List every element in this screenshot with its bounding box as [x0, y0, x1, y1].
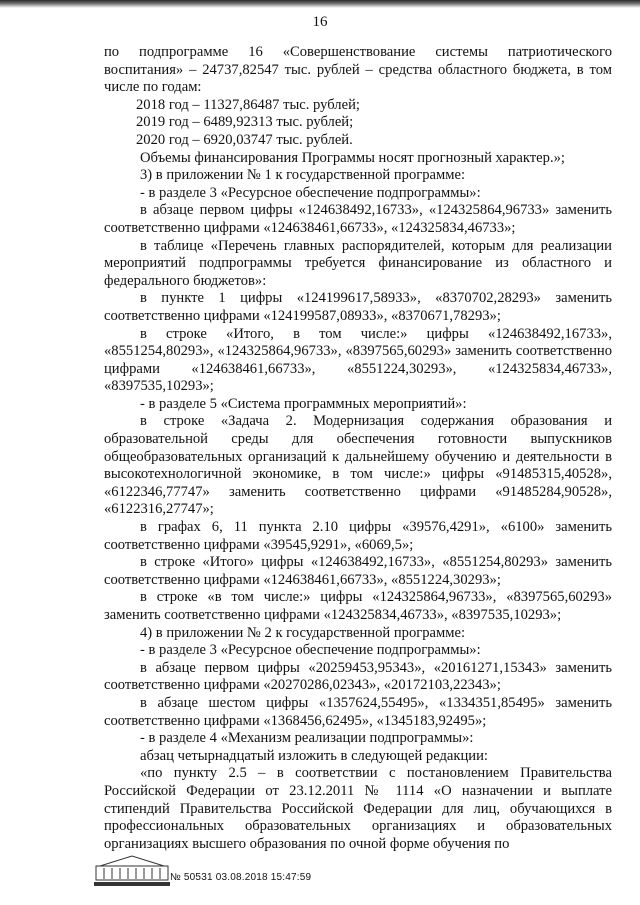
document-registration-info: № 50531 03.08.2018 15:47:59: [170, 872, 312, 883]
paragraph: в абзаце первом цифры «124638492,16733», «124325864,96733» заменить соответственно цифрами «124638461,66733», «124325834,46733»;: [104, 202, 612, 236]
paragraph: - в разделе 3 «Ресурсное обеспечение подпрограммы»:: [140, 642, 481, 659]
paragraph: 2020 год – 6920,03747 тыс. рублей.: [136, 131, 353, 148]
paragraph: - в разделе 4 «Механизм реализации подпрограммы»:: [140, 730, 474, 747]
document-body: [104, 44, 612, 853]
paragraph: в таблице «Перечень главных распорядителей, которым для реализации мероприятий подпрограммы требуется финансирование из областного и федерального бюджетов»:: [104, 237, 612, 289]
scan-top-edge: [0, 0, 640, 8]
paragraph: 3) в приложении № 1 к государственной программе:: [140, 167, 466, 184]
printing-house-stamp-icon: [92, 852, 172, 888]
paragraph: в пункте 1 цифры «124199617,58933», «8370702,28293» заменить соответственно цифрами «124199587,08933», «8370671,78293»;: [104, 290, 612, 324]
paragraph: 2018 год – 11327,86487 тыс. рублей;: [136, 96, 360, 113]
footer: [92, 852, 512, 892]
paragraph: «по пункту 2.5 – в соответствии с постановлением Правительства Российской Федерации от 23.12.2011 № 1114 «О назначении и выплате стипендий Правительства Российской Федерации для лиц, обучающихся в профессиональных образовательных организациях и образовательных организациях высшего образования по очной форме обучения по: [104, 765, 612, 852]
paragraph: в строке «Задача 2. Модернизация содержания образования и образовательной среды для обеспечения готовности выпускников общеобразовательных организаций к дальнейшему обучению и деятельности в высокотехнологичной экономике, в том числе:» цифры «91485315,40528», «6122346,77747» заменить соответственно цифрами «91485284,90528», «6122316,27747»;: [104, 413, 612, 518]
paragraph: - в разделе 5 «Система программных мероприятий»:: [140, 395, 467, 412]
paragraph: 4) в приложении № 2 к государственной программе:: [140, 624, 466, 641]
paragraph: по подпрограмме 16 «Совершенствование системы патриотического воспитания» – 24737,82547 тыс. рублей – средства областного бюджета, в том числе по годам:: [104, 44, 612, 96]
paragraph: в абзаце первом цифры «20259453,95343», «20161271,15343» заменить соответственно цифрами «20270286,02343», «20172103,22343»;: [104, 659, 612, 694]
paragraph: в абзаце шестом цифры «1357624,55495», «1334351,85495» заменить соответственно цифрами «1368456,62495», «1345183,92495»;: [104, 694, 612, 729]
paragraph: абзац четырнадцатый изложить в следующей редакции:: [140, 747, 488, 764]
paragraph: - в разделе 3 «Ресурсное обеспечение подпрограммы»:: [140, 184, 481, 201]
paragraph: в строке «в том числе:» цифры «124325864,96733», «8397565,60293» заменить соответственно цифрами «124325834,46733», «8397535,10293»;: [104, 589, 612, 623]
paragraph: 2019 год – 6489,92313 тыс. рублей;: [136, 114, 354, 131]
paragraph: в строке «Итого, в том числе:» цифры «124638492,16733», «8551254,80293», «124325864,96733», «8397565,60293» заменить соответственно цифрами «124638461,66733», «8551224,30293», «124325834,46733», «8397535,10293»;: [104, 325, 612, 395]
page-number: 16: [312, 14, 328, 30]
paragraph: Объемы финансирования Программы носят прогнозный характер.»;: [140, 149, 565, 166]
paragraph: в графах 6, 11 пункта 2.10 цифры «39576,4291», «6100» заменить соответственно цифрами «39545,9291», «6069,5»;: [104, 519, 612, 553]
paragraph: в строке «Итого» цифры «124638492,16733», «8551254,80293» заменить соответственно цифрами «124638461,66733», «8551224,30293»;: [104, 554, 612, 588]
